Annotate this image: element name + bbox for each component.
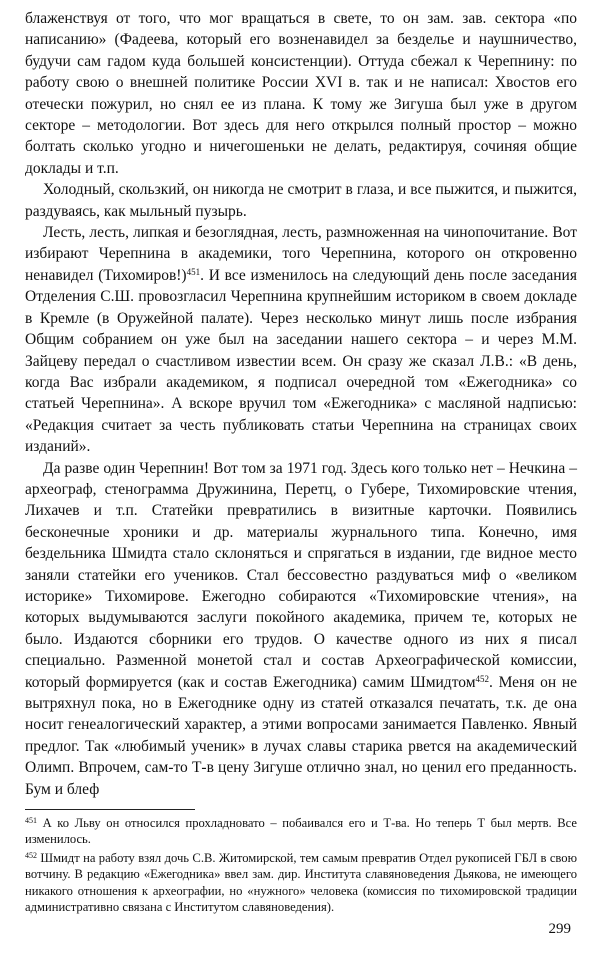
paragraph-text: Холодный, скользкий, он никогда не смотрит в глаза, и все пыжится, и пыжится, раздуваясь, как мыльный пузырь. [25, 181, 577, 220]
footnotes [25, 815, 577, 915]
footnote-452 [25, 850, 577, 916]
paragraph [25, 179, 577, 222]
paragraph [25, 222, 577, 457]
footnote-number: 451 [25, 816, 37, 826]
footnote-text: А ко Льву он относился прохладновато – побаивался его и Т-ва. Но теперь Т был мертв. Все изменилось. [25, 816, 577, 847]
footnote-ref-451: 451 [186, 266, 201, 277]
paragraph-text: . И все изменилось на следующий день после заседания Отделения С.Ш. провозгласил Черепнина крупнейшим историком в своем докладе в Кремле (в Оружейной палате). Через несколько минут лишь после избрания Общим собранием он уже был на заседании нашего сектора – и через М.М. Зайцеву передал о счастливом известии всем. Он сразу же сказал Л.В.: «В день, когда Вас избрали академиком, я подписал очередной том «Ежегодника» со статьей Черепнина». А вскоре вручил том «Ежегодника» с масляной надписью: «Редакция считает за честь публиковать статьи Черепнина на страницах своих изданий». [25, 266, 577, 456]
footnote-ref-452: 452 [475, 673, 490, 684]
paragraph [25, 458, 577, 801]
footnote-divider [25, 809, 195, 810]
footnote-text: Шмидт на работу взял дочь С.В. Житомирской, тем самым превратив Отдел рукописей ГБЛ в свою вотчину. В редакцию «Ежегодника» ввел зам. дир. Института славяноведения Дьякова, не имеющего никакого отношения к археографии, но «нужного» человека (комиссия по тихомировской традиции административно связана с Институтом славяноведения). [25, 850, 577, 915]
paragraph [25, 8, 577, 179]
paragraph-text: . Меня он не вытряхнул пока, но в Ежегоднике одну из статей отказался печатать, т.к. де она носит генеалогический характер, а этими вопросами занимается Павленко. Явный предлог. Так «любимый ученик» в лучах славы старика рвется на академический Олимп. Впрочем, сам-то Т-в цену Зигуше отлично знал, но ценил его преданность. Бум и блеф [25, 673, 577, 798]
paragraph-text: Лесть, лесть, липкая и безоглядная, лесть, размноженная на чинопочитание. Вот избирают Черепнина в академики, того Черепнина, которого он откровенно ненавидел (Тихомиров!) [25, 224, 577, 284]
paragraph-text: Да разве один Черепнин! Вот том за 1971 год. Здесь кого только нет – Нечкина – археограф, стенограмма Дружинина, Перетц, о Губере, Тихомировские чтения, Лихачев и т.п. Статейки превратились в визитные карточки. Появились бесконечные хроники и др. материалы журнального типа. Конечно, имя бездельника Шмидта стало склоняться и спрягаться в издании, где видное место заняли статейки его учеников. Стал бессовестно раздуваться миф о «великом историке» Тихомирове. Ежегодно собираются «Тихомировские чтения», на которых выдумываются заслуги покойного академика, причем те, которых не было. Издаются сборники его трудов. О качестве одного из них я писал специально. Разменной монетой стал и состав Археографической комиссии, который формируется (как и состав Ежегодника) самим Шмидтом [25, 459, 577, 691]
footnote-number: 452 [25, 850, 37, 860]
footnote-451 [25, 815, 577, 848]
page-number: 299 [548, 921, 571, 937]
main-text [25, 8, 577, 800]
paragraph-text: блаженствуя от того, что мог вращаться в свете, то он зам. зав. сектора «по написанию» (Фадеева, который его возненавидел за безделье и наушничество, будучи сам гадом куда большей консистенции). Оттуда сбежал к Черепнину: по работу свою о внешней политике России XVI в. так и не написал: Хвостов его отечески пожурил, но снял ее из плана. К тому же Зигуша был уже в другом секторе – методологии. Вот здесь для него открылся полный простор – можно болтать сколько угодно и ничегошеньки не делать, редактируя, сочиняя общие доклады и т.п. [25, 10, 577, 177]
